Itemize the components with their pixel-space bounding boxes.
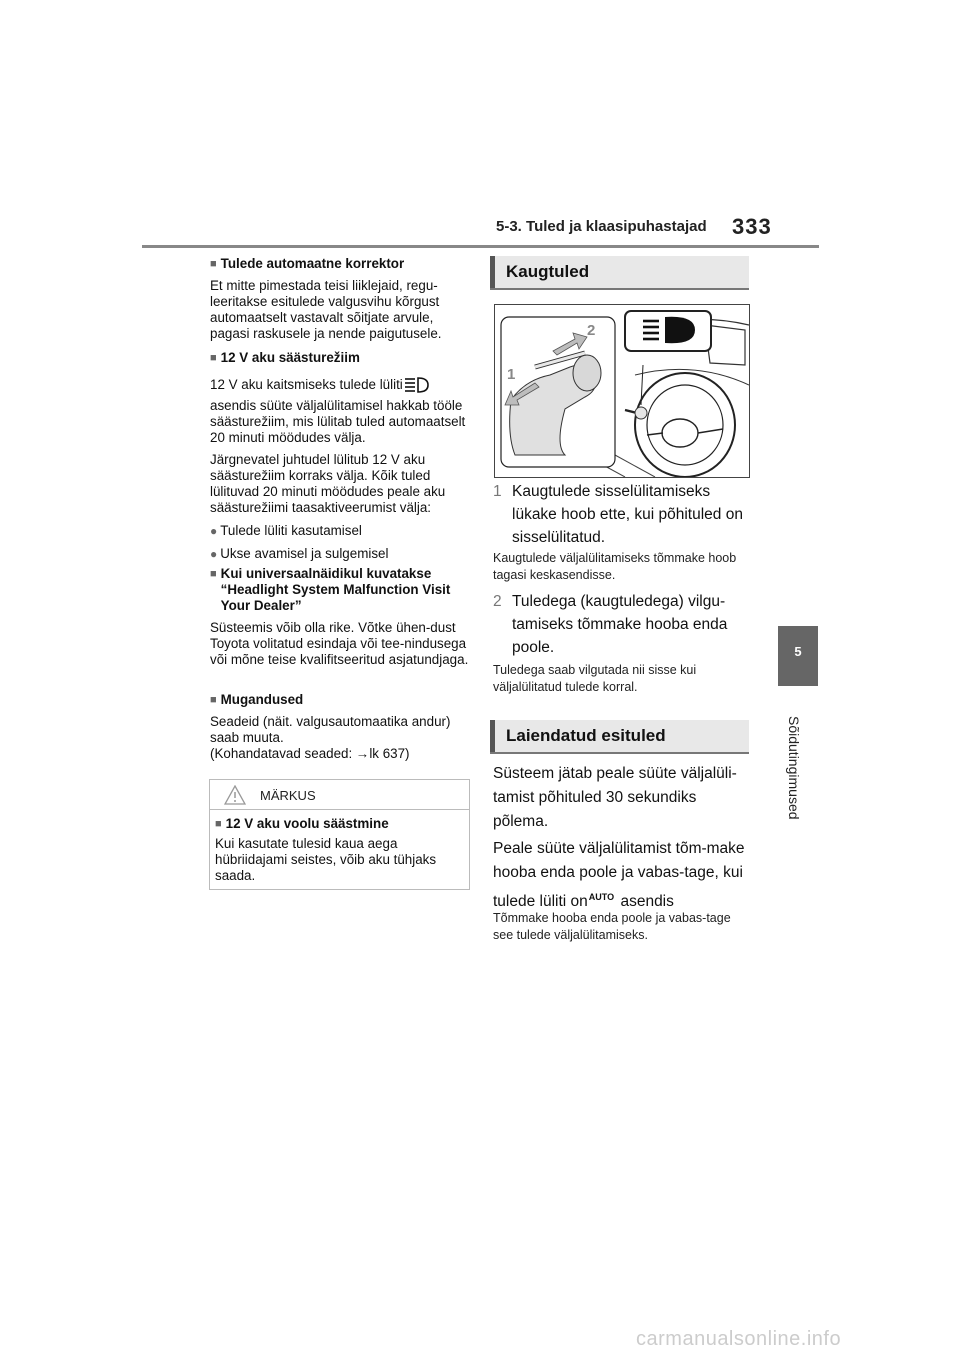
customization-link[interactable]: (Kohandatavad seaded: →lk 637) <box>210 746 410 761</box>
extended-text-2a: Peale süüte väljalülitamist tõm-make hooba enda poole ja vabas-tage, kui tulede lüliti on <box>493 840 745 910</box>
extended-text-2 <box>493 837 751 914</box>
figure-label-2: 2 <box>587 322 596 339</box>
round-bullet-icon: ● <box>210 524 218 538</box>
malfunction-text: Süsteemis võib olla rike. Võtke ühen-dust Toyota volitatud esindaja või tee-nindusega või mõne teise kvalifitseeritud asjatundjaga. <box>210 620 469 667</box>
auto-icon: AUTO <box>588 892 615 902</box>
malfunction-section <box>210 566 472 668</box>
battery-saver-text-2: Järgnevatel juhtudel lülitub 12 V aku säästurežiim korraks välja. Kõik tuled lülituvad 20 minuti möödudes peale aku säästurežiimi taasaktiveerumist välja: <box>210 452 446 515</box>
step-1-note: Kaugtulede väljalülitamiseks tõmmake hoob tagasi keskasendisse. <box>493 551 737 582</box>
square-bullet-icon: ■ <box>210 352 217 364</box>
notice-header <box>210 780 469 810</box>
square-bullet-icon: ■ <box>215 818 222 830</box>
battery-saver-text-b: asendis süüte väljalülitamisel hakkab tööle säästurežiim, mis lülitab tuled automaatselt 20 minuti möödudes välja. <box>210 398 466 445</box>
notice-subtitle: 12 V aku voolu säästmine <box>225 816 389 831</box>
bullet-item: Ukse avamisel ja sulgemisel <box>220 546 389 561</box>
malfunction-title: Kui universaalnäidikul kuvatakse “Headlight System Malfunction Visit Your Dealer” <box>220 566 451 613</box>
step-2-text: Tuledega (kaugtuledega) vilgu-tamiseks tõmmake hooba enda poole. <box>512 593 728 656</box>
chapter-number: 5 <box>794 644 802 659</box>
high-beam-heading <box>490 256 749 290</box>
customization-text: Seadeid (näit. valgusautomaatika andur) saab muuta. <box>210 714 451 745</box>
lever-illustration <box>495 305 749 477</box>
notice-title: MÄRKUS <box>260 788 316 803</box>
high-beam-step-1 <box>493 480 755 549</box>
round-bullet-icon: ● <box>210 547 218 561</box>
auto-leveling-text: Et mitte pimestada teisi liiklejaid, regu-leeritakse esitulede valgusvihu kõrgust automaatselt vastavalt sõitjate arvule, pagasi raskusele ja nende paigutusele. <box>210 278 442 341</box>
auto-leveling-section <box>210 256 472 342</box>
page-number: 333 <box>732 214 772 239</box>
auto-leveling-title: Tulede automaatne korrektor <box>220 256 405 271</box>
heading-bar <box>490 256 495 288</box>
extended-title: Laiendatud esituled <box>506 726 666 745</box>
high-beam-illustration <box>494 304 750 478</box>
step-1-text: Kaugtulede sisselülitamiseks lükake hoob ette, kui põhituled on sisselülitatud. <box>512 483 743 546</box>
step-number: 2 <box>493 593 502 610</box>
step-2-note: Tuledega saab vilgutada nii sisse kui väljalülitatud tulede korral. <box>493 663 697 694</box>
header-rule <box>142 245 819 248</box>
heading-bar <box>490 720 495 752</box>
customization-section <box>210 692 472 762</box>
battery-saver-text-a: 12 V aku kaitsmiseks tulede lüliti <box>210 377 403 392</box>
footer-watermark: carmanualsonline.info <box>636 1328 842 1350</box>
extended-heading <box>490 720 749 754</box>
headlight-icon <box>403 376 431 398</box>
section-title: 5-3. Tuled ja klaasipuhastajad <box>496 218 707 235</box>
chapter-label: Sõidutingimused <box>786 716 802 820</box>
extended-note: Tõmmake hooba enda poole ja vabas-tage see tulede väljalülitamiseks. <box>493 911 731 942</box>
warning-triangle-icon <box>224 785 246 810</box>
square-bullet-icon: ■ <box>210 694 217 706</box>
bullet-item: Tulede lüliti kasutamisel <box>220 523 362 538</box>
figure-label-1: 1 <box>507 366 516 383</box>
extended-text-2b: asendis <box>620 893 674 910</box>
step-number: 1 <box>493 483 502 500</box>
battery-saver-title: 12 V aku säästurežiim <box>220 350 360 365</box>
notice-text: Kui kasutate tulesid kaua aega hübriidajami seistes, võib aku tühjaks saada. <box>215 836 437 883</box>
high-beam-step-2 <box>493 590 755 659</box>
extended-text-1: Süsteem jätab peale süüte väljalüli-tamist põhituled 30 sekundiks põlema. <box>493 765 737 830</box>
square-bullet-icon: ■ <box>210 568 217 580</box>
battery-saver-section <box>210 350 472 562</box>
high-beam-title: Kaugtuled <box>506 262 590 281</box>
notice-box <box>209 779 470 890</box>
customization-title: Mugandused <box>220 692 304 707</box>
square-bullet-icon: ■ <box>210 258 217 270</box>
